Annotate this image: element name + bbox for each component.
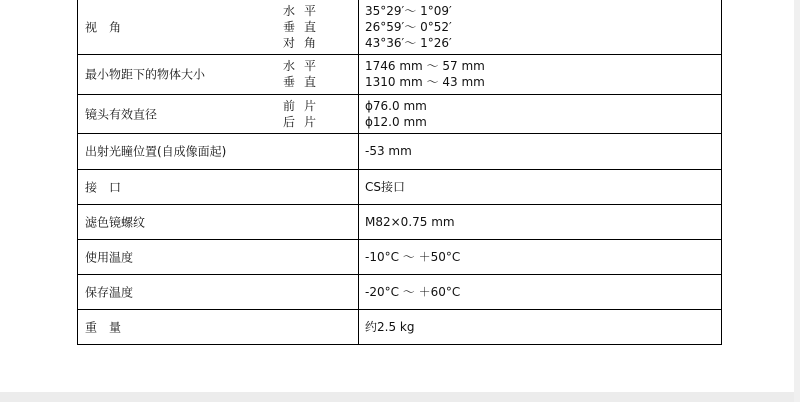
row-label-cell xyxy=(78,0,359,54)
table-row xyxy=(78,169,722,204)
row-label-cell xyxy=(78,204,359,239)
row-value-cell xyxy=(359,274,722,309)
row-label: 视 角 xyxy=(85,20,122,35)
row-value-cell xyxy=(359,133,722,169)
row-label-cell xyxy=(78,309,359,344)
row-label-cell xyxy=(78,274,359,309)
sub-label: 水平 xyxy=(283,59,326,73)
row-value-cell xyxy=(359,239,722,274)
table-row xyxy=(78,54,722,94)
row-value: ϕ76.0 mm xyxy=(365,98,427,113)
row-value-cell xyxy=(359,204,722,239)
row-label: 重 量 xyxy=(85,320,122,334)
row-label-cell xyxy=(78,133,359,169)
sub-label: 对角 xyxy=(283,35,326,50)
sub-labels xyxy=(283,58,325,90)
row-value: -10°C ～ ＋50°C xyxy=(365,250,461,264)
sub-labels xyxy=(283,3,325,51)
row-value-cell xyxy=(359,169,722,204)
row-value: 约2.5 kg xyxy=(365,320,415,334)
row-label-cell xyxy=(78,54,359,94)
row-label: 镜头有效直径 xyxy=(85,107,158,121)
row-label-cell xyxy=(78,94,359,133)
row-value-cell xyxy=(359,0,722,54)
sub-label: 垂直 xyxy=(283,75,326,89)
table-row xyxy=(78,204,722,239)
table-row xyxy=(78,94,722,133)
row-label-cell xyxy=(78,169,359,204)
sub-label: 垂直 xyxy=(283,19,326,34)
row-value-cell xyxy=(359,54,722,94)
row-value: 1746 mm ～ 57 mm xyxy=(365,59,485,73)
sub-labels xyxy=(283,98,325,130)
row-value: ϕ12.0 mm xyxy=(365,114,427,129)
row-label: 接 口 xyxy=(85,180,122,194)
table-row xyxy=(78,274,722,309)
row-label: 使用温度 xyxy=(85,250,134,264)
row-value: -20°C ～ ＋60°C xyxy=(365,285,461,299)
row-value: CS接口 xyxy=(365,180,405,194)
row-label: 滤色镜螺纹 xyxy=(85,215,146,229)
table-row xyxy=(78,133,722,169)
row-label: 出射光瞳位置(自成像面起) xyxy=(85,144,227,159)
sub-label: 前片 xyxy=(283,98,326,113)
table-row xyxy=(78,0,722,54)
viewer-scroll-edge xyxy=(794,0,800,402)
row-value: -53 mm xyxy=(365,144,412,158)
row-value: 43°36′～ 1°26′ xyxy=(365,35,452,50)
row-value: M82×0.75 mm xyxy=(365,214,455,229)
row-value: 35°29′～ 1°09′ xyxy=(365,3,452,18)
row-value-cell xyxy=(359,94,722,133)
row-label-cell xyxy=(78,239,359,274)
sub-label: 后片 xyxy=(283,114,326,129)
row-value-cell xyxy=(359,309,722,344)
spec-table xyxy=(77,0,722,345)
row-label: 保存温度 xyxy=(85,285,134,299)
table-row xyxy=(78,309,722,344)
row-label: 最小物距下的物体大小 xyxy=(85,67,206,82)
sub-label: 水平 xyxy=(283,3,326,18)
row-value: 26°59′～ 0°52′ xyxy=(365,19,452,34)
table-row xyxy=(78,239,722,274)
row-value: 1310 mm ～ 43 mm xyxy=(365,75,485,89)
